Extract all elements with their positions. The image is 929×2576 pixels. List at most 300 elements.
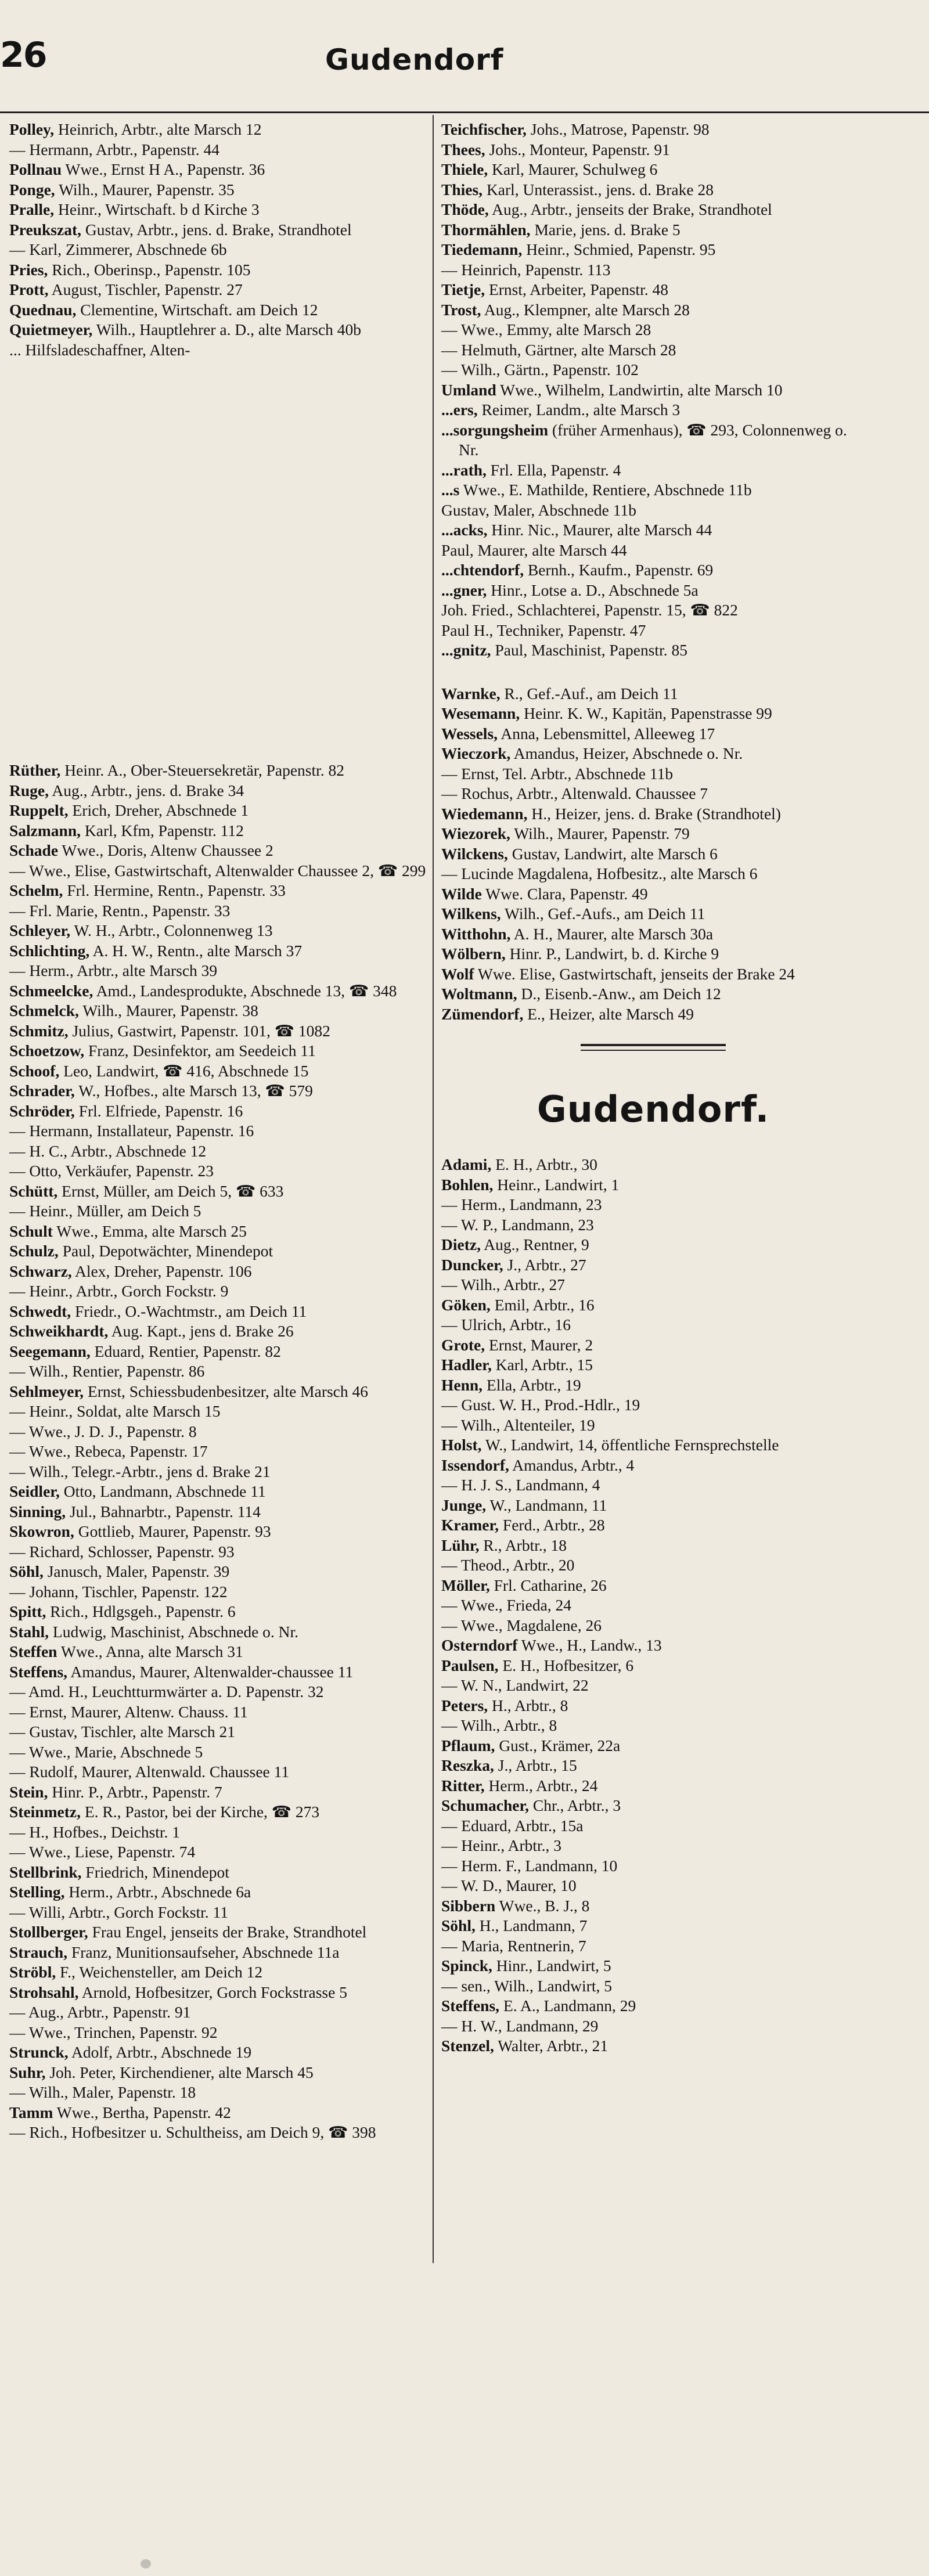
- entry-surname: Wölbern,: [441, 945, 506, 963]
- directory-entry: [9, 1222, 433, 1242]
- directory-entry: [441, 944, 865, 964]
- directory-entry: [441, 1255, 865, 1276]
- directory-entry: [441, 784, 865, 804]
- entry-details: Franz, Munitionsaufseher, Abschnede 11a: [67, 1943, 340, 1961]
- entry-details: Wilh., Maurer, Papenstr. 35: [55, 180, 235, 199]
- missing-fragment-gap: [9, 360, 433, 761]
- entry-surname: Preukszat,: [9, 220, 81, 239]
- entry-details: Ferd., Arbtr., 28: [499, 1516, 605, 1534]
- entry-surname: Salzmann,: [9, 821, 81, 840]
- entry-details: Emil, Arbtr., 16: [490, 1295, 595, 1314]
- entry-surname: Schmeelcke,: [9, 981, 93, 1000]
- entry-details: Wwe. Elise, Gastwirtschaft, jenseits der Brake 24: [474, 964, 795, 983]
- entry-details: F., Weichensteller, am Deich 12: [56, 1963, 263, 1981]
- entry-details: Amandus, Heizer, Abschnede o. Nr.: [510, 744, 743, 762]
- entry-details: Aug., Arbtr., jenseits der Brake, Strandhotel: [488, 200, 772, 218]
- section-divider-rule-thin: [581, 1050, 726, 1051]
- entry-details: — Heinr., Müller, am Deich 5: [9, 1202, 201, 1220]
- entry-surname: Pralle,: [9, 200, 55, 218]
- directory-entry: [9, 1842, 433, 1862]
- entry-surname: Quietmeyer,: [9, 320, 93, 338]
- directory-entry: [441, 1595, 865, 1616]
- directory-entry: [9, 1081, 433, 1101]
- entry-details: — Rochus, Arbtr., Altenwald. Chaussee 7: [441, 784, 708, 802]
- entry-details: — Heinrich, Papenstr. 113: [441, 260, 611, 279]
- entry-surname: Schrader,: [9, 1082, 75, 1100]
- entry-surname: Strauch,: [9, 1943, 68, 1961]
- entry-details: Karl, Kfm, Papenstr. 112: [81, 821, 244, 840]
- entry-details: Wwe., Emma, alte Marsch 25: [52, 1222, 247, 1240]
- directory-entry: [441, 1736, 865, 1756]
- entry-details: Anna, Lebensmittel, Alleeweg 17: [498, 724, 715, 743]
- directory-entry: [9, 901, 433, 921]
- entry-details: W. H., Arbtr., Colonnenweg 13: [70, 921, 273, 939]
- entry-details: Karl, Unterassist., jens. d. Brake 28: [482, 180, 714, 199]
- entry-surname: Dietz,: [441, 1235, 481, 1253]
- entry-details: W., Landmann, 11: [486, 1496, 607, 1514]
- directory-entry: [441, 1916, 865, 1936]
- directory-entry: [441, 1576, 865, 1596]
- entry-surname: Lühr,: [441, 1536, 480, 1554]
- entry-details: W., Hofbes., alte Marsch 13, ☎ 579: [74, 1082, 313, 1100]
- entry-surname: Wiezorek,: [441, 824, 510, 842]
- entry-surname: Seegemann,: [9, 1342, 91, 1360]
- directory-entry: [9, 1342, 433, 1362]
- directory-entry: [9, 1021, 433, 1042]
- entry-details: — Helmuth, Gärtner, alte Marsch 28: [441, 340, 676, 359]
- entry-details: W., Landwirt, 14, öffentliche Fernsprechstelle: [481, 1436, 779, 1454]
- entry-details: D., Eisenb.-Anw., am Deich 12: [517, 985, 721, 1003]
- entry-surname: Sinning,: [9, 1502, 66, 1521]
- directory-entry: [441, 1836, 865, 1856]
- entry-details: Clementine, Wirtschaft. am Deich 12: [76, 300, 318, 319]
- directory-entry: [441, 804, 865, 824]
- running-title: Gudendorf: [325, 43, 504, 77]
- entry-surname: Thees,: [441, 140, 485, 158]
- entry-surname: Schütt,: [9, 1181, 58, 1200]
- directory-entry: [9, 1782, 433, 1803]
- entry-details: — Eduard, Arbtr., 15a: [441, 1816, 584, 1835]
- directory-entry: [9, 1262, 433, 1282]
- entry-surname: Schoof,: [9, 1061, 60, 1080]
- entry-surname: Teichfischer,: [441, 120, 527, 138]
- directory-entry: [441, 1335, 865, 1356]
- directory-entry: [9, 1061, 433, 1082]
- entry-details: — W. N., Landwirt, 22: [441, 1676, 589, 1694]
- entry-details: Heinr., Landwirt, 1: [493, 1175, 620, 1194]
- entry-surname: Kramer,: [441, 1516, 499, 1534]
- entry-details: ... Hilfsladeschaffner, Alten-: [9, 340, 190, 359]
- entry-details: — Wilh., Maler, Papenstr. 18: [9, 2083, 196, 2101]
- entry-details: Karl, Arbtr., 15: [491, 1356, 593, 1374]
- directory-entry: [441, 1004, 865, 1025]
- directory-entry: [441, 1816, 865, 1836]
- directory-entry: [9, 1201, 433, 1222]
- directory-entry: [441, 744, 865, 764]
- entry-details: Wilh., Maurer, Papenstr. 38: [78, 1001, 258, 1019]
- entry-surname: Möller,: [441, 1576, 490, 1594]
- entry-details: Herm., Arbtr., Abschnede 6a: [64, 1883, 251, 1901]
- directory-entry: [441, 340, 865, 361]
- left-column: [9, 120, 433, 2143]
- entry-surname: ...ers,: [441, 401, 478, 419]
- entry-details: — Aug., Arbtr., Papenstr. 91: [9, 2003, 191, 2021]
- entry-details: Wwe., Ernst H A., Papenstr. 36: [62, 160, 265, 178]
- directory-entry: [441, 581, 865, 601]
- entry-details: Joh. Peter, Kirchendiener, alte Marsch 45: [45, 2063, 314, 2081]
- directory-entry: [9, 1983, 433, 2003]
- entry-surname: Schlichting,: [9, 941, 90, 960]
- entry-surname: Sibbern: [441, 1896, 496, 1915]
- directory-entry: [9, 220, 433, 240]
- entry-surname: Henn,: [441, 1375, 483, 1394]
- entry-surname: Polley,: [9, 120, 55, 138]
- entry-surname: Junge,: [441, 1496, 487, 1514]
- directory-entry: [441, 824, 865, 844]
- directory-entry: [9, 1241, 433, 1262]
- directory-entry: [9, 981, 433, 1001]
- page-header: [0, 0, 929, 87]
- directory-entry: [441, 1776, 865, 1796]
- entry-details: Rich., Hdlgsgeh., Papenstr. 6: [46, 1602, 236, 1620]
- entry-details: A. H. W., Rentn., alte Marsch 37: [89, 941, 303, 960]
- print-smudge: [141, 2559, 151, 2568]
- directory-entry: [9, 1582, 433, 1602]
- entry-surname: Wessels,: [441, 724, 498, 743]
- directory-entry: [9, 1302, 433, 1322]
- directory-entry: [9, 1922, 433, 1943]
- entry-details: Amandus, Arbtr., 4: [509, 1455, 635, 1474]
- directory-entry: [441, 1936, 865, 1957]
- directory-entry: [9, 1121, 433, 1141]
- directory-entry: [441, 724, 865, 744]
- directory-entry: [441, 1555, 865, 1576]
- directory-entry: [441, 1155, 865, 1175]
- entry-details: H., Heizer, jens. d. Brake (Strandhotel): [527, 804, 781, 823]
- directory-entry: [9, 160, 433, 180]
- directory-entry: [441, 200, 865, 220]
- directory-entry: [9, 1722, 433, 1742]
- entry-surname: Thiele,: [441, 160, 488, 178]
- entry-details: — Herm., Arbtr., alte Marsch 39: [9, 961, 218, 979]
- entry-surname: Schleyer,: [9, 921, 71, 939]
- directory-entry: [441, 621, 865, 641]
- entry-surname: Issendorf,: [441, 1455, 509, 1474]
- entry-details: — Hermann, Arbtr., Papenstr. 44: [9, 140, 220, 158]
- entry-surname: Tiedemann,: [441, 240, 523, 258]
- entry-surname: Wiedemann,: [441, 804, 528, 823]
- entry-surname: Schweikhardt,: [9, 1322, 109, 1340]
- directory-entry: [441, 1375, 865, 1396]
- entry-surname: Wilkens,: [441, 905, 501, 923]
- entry-surname: Göken,: [441, 1295, 491, 1314]
- directory-entry: [441, 180, 865, 200]
- directory-entry: [9, 1321, 433, 1342]
- directory-entry: [9, 1862, 433, 1883]
- entry-details: E. R., Pastor, bei der Kirche, ☎ 273: [80, 1803, 320, 1821]
- entry-surname: Seidler,: [9, 1482, 60, 1500]
- entry-details: Karl, Maurer, Schulweg 6: [488, 160, 658, 178]
- directory-entry: [441, 1676, 865, 1696]
- entry-surname: Thöde,: [441, 200, 489, 218]
- directory-entry: [9, 2123, 433, 2143]
- directory-entry: [9, 1442, 433, 1462]
- entry-surname: ...s: [441, 481, 460, 499]
- entry-details: R., Gef.-Auf., am Deich 11: [500, 684, 678, 702]
- entry-surname: Skowron,: [9, 1522, 74, 1540]
- entry-details: — Wwe., J. D. J., Papenstr. 8: [9, 1422, 197, 1440]
- entry-surname: Schade: [9, 841, 59, 859]
- directory-entry: [441, 1856, 865, 1876]
- right-column: [441, 120, 865, 2056]
- entry-details: H., Landmann, 7: [475, 1916, 588, 1934]
- directory-entry: [9, 1281, 433, 1302]
- entry-details: — Lucinde Magdalena, Hofbesitz., alte Marsch 6: [441, 864, 758, 882]
- entry-surname: Strohsahl,: [9, 1983, 79, 2001]
- entry-surname: Suhr,: [9, 2063, 46, 2081]
- directory-entry: [9, 140, 433, 160]
- entry-details: Erich, Dreher, Abschnede 1: [68, 801, 249, 819]
- entry-details: — Rich., Hofbesitzer u. Schultheiss, am Deich 9, ☎ 398: [9, 2123, 376, 2141]
- entry-surname: Schoetzow,: [9, 1042, 85, 1060]
- entry-surname: Steffen: [9, 1642, 57, 1660]
- entry-details: — Wwe., Trinchen, Papenstr. 92: [9, 2023, 218, 2041]
- directory-entry: [441, 160, 865, 180]
- directory-entry: [9, 1962, 433, 1983]
- directory-entry: [9, 1943, 433, 1963]
- directory-entry: [441, 140, 865, 160]
- directory-entry: [441, 1956, 865, 1976]
- directory-entry: [441, 2036, 865, 2056]
- entry-surname: Trost,: [441, 300, 481, 319]
- fragment-gap: [441, 661, 865, 684]
- directory-entry: [441, 704, 865, 724]
- directory-entry: [441, 520, 865, 541]
- entry-details: — Ulrich, Arbtr., 16: [441, 1316, 571, 1334]
- entry-details: Janusch, Maler, Papenstr. 39: [43, 1562, 230, 1580]
- directory-entry: [441, 240, 865, 260]
- directory-entry: [441, 1515, 865, 1536]
- entry-details: Ernst, Arbeiter, Papenstr. 48: [485, 280, 668, 298]
- entry-details: — Gustav, Tischler, alte Marsch 21: [9, 1723, 235, 1741]
- entry-details: J., Arbtr., 27: [503, 1255, 586, 1274]
- directory-entry: [9, 320, 433, 340]
- entry-details: Heinr. K. W., Kapitän, Papenstrasse 99: [520, 704, 772, 722]
- entry-details: Arnold, Hofbesitzer, Gorch Fockstrasse 5: [78, 1983, 347, 2001]
- directory-entry: [441, 380, 865, 401]
- entry-details: — Ernst, Maurer, Altenw. Chauss. 11: [9, 1702, 248, 1721]
- directory-entry: [441, 1195, 865, 1215]
- directory-entry: [9, 821, 433, 841]
- entry-details: — Willi, Arbtr., Gorch Fockstr. 11: [9, 1903, 229, 1921]
- directory-entry: [9, 921, 433, 941]
- entry-surname: Steffens,: [9, 1662, 68, 1681]
- entry-surname: Thies,: [441, 180, 483, 199]
- directory-entry: [441, 560, 865, 581]
- directory-entry: [441, 120, 865, 140]
- entry-surname: Stahl,: [9, 1622, 49, 1641]
- directory-entry: [441, 360, 865, 380]
- entry-surname: Stellbrink,: [9, 1862, 82, 1881]
- directory-entry: [441, 541, 865, 561]
- directory-entry: [441, 220, 865, 240]
- entry-details: — Rudolf, Maurer, Altenwald. Chaussee 11: [9, 1763, 290, 1781]
- directory-entry: [9, 1482, 433, 1502]
- section-heading: Gudendorf.: [536, 1088, 770, 1130]
- entry-details: — Herm. F., Landmann, 10: [441, 1856, 618, 1875]
- entry-surname: Söhl,: [441, 1916, 476, 1934]
- entry-surname: Tietje,: [441, 280, 485, 298]
- directory-entry: [441, 1475, 865, 1496]
- entry-surname: Stollberger,: [9, 1923, 88, 1941]
- directory-entry: [9, 941, 433, 961]
- entry-surname: Ruppelt,: [9, 801, 69, 819]
- entry-details: Ernst, Maurer, 2: [485, 1335, 593, 1354]
- entry-details: Rich., Oberinsp., Papenstr. 105: [48, 260, 251, 279]
- entry-surname: Strunck,: [9, 2043, 69, 2061]
- entry-details: — Wilh., Arbtr., 8: [441, 1716, 557, 1734]
- directory-entry: [9, 961, 433, 981]
- entry-surname: Schröder,: [9, 1101, 75, 1120]
- entry-details: Wilh., Gef.-Aufs., am Deich 11: [500, 905, 705, 923]
- entry-details: — Karl, Zimmerer, Abschnede 6b: [9, 240, 227, 258]
- entry-surname: Pollnau: [9, 160, 62, 178]
- entry-details: Julius, Gastwirt, Papenstr. 101, ☎ 1082: [68, 1021, 330, 1040]
- entry-details: Frl. Catharine, 26: [489, 1576, 607, 1594]
- entry-surname: ...gnitz,: [441, 641, 491, 659]
- entry-details: — Frl. Marie, Rentn., Papenstr. 33: [9, 901, 231, 920]
- directory-entry: [441, 1496, 865, 1516]
- directory-entry: [9, 1742, 433, 1763]
- entry-details: — Richard, Schlosser, Papenstr. 93: [9, 1542, 235, 1561]
- entry-details: Friedrich, Minendepot: [81, 1862, 229, 1881]
- directory-entry: [441, 420, 865, 460]
- directory-entry: [441, 1395, 865, 1415]
- entry-details: Alex, Dreher, Papenstr. 106: [71, 1262, 252, 1280]
- directory-entry: [9, 2063, 433, 2083]
- directory-entry: [9, 1382, 433, 1402]
- directory-entry: [441, 1876, 865, 1896]
- directory-entry: [9, 1622, 433, 1642]
- entry-details: Otto, Landmann, Abschnede 11: [59, 1482, 266, 1500]
- entry-details: August, Tischler, Papenstr. 27: [48, 280, 243, 298]
- entry-details: Aug., Klempner, alte Marsch 28: [481, 300, 690, 319]
- entry-surname: Schumacher,: [441, 1796, 530, 1814]
- entry-surname: Osterndorf: [441, 1636, 518, 1654]
- entry-details: Hinr. Nic., Maurer, alte Marsch 44: [487, 521, 712, 539]
- entry-details: Gustav, Maler, Abschnede 11b: [441, 500, 636, 519]
- directory-entry: [441, 1536, 865, 1556]
- gudendorf-entries: [441, 1155, 865, 2056]
- directory-entry: [441, 884, 865, 905]
- directory-entry: [9, 180, 433, 200]
- entry-details: Friedr., O.-Wachtmstr., am Deich 11: [71, 1302, 307, 1320]
- entry-details: — Wwe., Elise, Gastwirtschaft, Altenwalder Chaussee 2, ☎ 299: [9, 861, 426, 880]
- entry-surname: Pflaum,: [441, 1736, 495, 1754]
- entry-surname: Rüther,: [9, 761, 61, 779]
- entry-details: Hinr. P., Landwirt, b. d. Kirche 9: [505, 945, 719, 963]
- directory-entry: [441, 1696, 865, 1716]
- entry-surname: ...sorgungsheim: [441, 420, 549, 439]
- directory-entry: [9, 1361, 433, 1382]
- entry-details: — Wwe., Liese, Papenstr. 74: [9, 1843, 196, 1861]
- directory-entry: [9, 2042, 433, 2063]
- directory-entry: [441, 1976, 865, 1997]
- right-column-top-entries: [441, 120, 865, 661]
- entry-details: E. H., Hofbesitzer, 6: [498, 1656, 634, 1674]
- directory-entry: [441, 1716, 865, 1736]
- entry-details: Paul, Maurer, alte Marsch 44: [441, 541, 627, 559]
- entry-details: — H., Hofbes., Deichstr. 1: [9, 1822, 181, 1841]
- entry-details: Eduard, Rentier, Papenstr. 82: [90, 1342, 281, 1360]
- directory-entry: [9, 1181, 433, 1202]
- directory-entry: [9, 200, 433, 220]
- directory-entry: [9, 2023, 433, 2043]
- left-column-top-entries: [9, 120, 433, 360]
- entry-details: Adolf, Arbtr., Abschnede 19: [68, 2043, 252, 2061]
- directory-entry: [441, 1635, 865, 1656]
- entry-surname: Ruge,: [9, 781, 49, 799]
- entry-details: — Hermann, Installateur, Papenstr. 16: [9, 1122, 254, 1140]
- entry-details: — Heinr., Soldat, alte Marsch 15: [9, 1402, 221, 1420]
- directory-entry: [9, 300, 433, 320]
- entry-surname: Reszka,: [441, 1756, 494, 1774]
- entry-surname: Spinck,: [441, 1957, 492, 1975]
- entry-details: E. H., Arbtr., 30: [491, 1155, 597, 1173]
- directory-entry: [9, 340, 433, 361]
- entry-details: Frl. Hermine, Rentn., Papenstr. 33: [63, 881, 286, 899]
- directory-entry: [441, 1896, 865, 1916]
- entry-details: — H. C., Arbtr., Abschnede 12: [9, 1141, 207, 1160]
- entry-details: — Johann, Tischler, Papenstr. 122: [9, 1582, 228, 1601]
- entry-details: — Otto, Verkäufer, Papenstr. 23: [9, 1162, 214, 1180]
- left-column-main-entries: [9, 761, 433, 2143]
- directory-entry: [441, 1355, 865, 1375]
- entry-surname: Woltmann,: [441, 985, 517, 1003]
- entry-surname: Stenzel,: [441, 2037, 494, 2055]
- directory-entry: [441, 1616, 865, 1636]
- entry-details: Frau Engel, jenseits der Brake, Strandhotel: [88, 1923, 367, 1941]
- directory-entry: [441, 844, 865, 864]
- entry-surname: Wilckens,: [441, 844, 508, 863]
- entry-surname: Schwedt,: [9, 1302, 71, 1320]
- entry-details: Ella, Arbtr., 19: [482, 1375, 581, 1394]
- entry-details: — sen., Wilh., Landwirt, 5: [441, 1976, 612, 1995]
- entry-surname: Bohlen,: [441, 1175, 494, 1194]
- entry-surname: Söhl,: [9, 1562, 44, 1580]
- entry-details: Wwe., E. Mathilde, Rentiere, Abschnede 11b: [459, 481, 752, 499]
- directory-entry: [9, 1462, 433, 1482]
- entry-details: Gottlieb, Maurer, Papenstr. 93: [74, 1522, 271, 1540]
- directory-entry: [9, 1662, 433, 1682]
- entry-details: Marie, jens. d. Brake 5: [530, 220, 680, 239]
- directory-entry: [441, 1656, 865, 1676]
- entry-details: — Wilh., Gärtn., Papenstr. 102: [441, 361, 639, 379]
- directory-entry: [9, 120, 433, 140]
- entry-surname: Ponge,: [9, 180, 55, 199]
- entry-details: A. H., Maurer, alte Marsch 30a: [510, 924, 714, 943]
- directory-entry: [441, 260, 865, 280]
- entry-details: Heinr., Schmied, Papenstr. 95: [522, 240, 716, 258]
- entry-surname: Zümendorf,: [441, 1004, 524, 1023]
- entry-details: — Herm., Landmann, 23: [441, 1195, 602, 1213]
- entry-details: Hinr., Landwirt, 5: [492, 1957, 611, 1975]
- entry-details: H., Arbtr., 8: [488, 1696, 568, 1714]
- entry-details: Aug., Rentner, 9: [480, 1235, 589, 1253]
- directory-entry: [441, 1315, 865, 1335]
- entry-details: Joh. Fried., Schlachterei, Papenstr. 15, ☎ 822: [441, 601, 738, 619]
- entry-details: Franz, Desinfektor, am Seedeich 11: [84, 1042, 316, 1060]
